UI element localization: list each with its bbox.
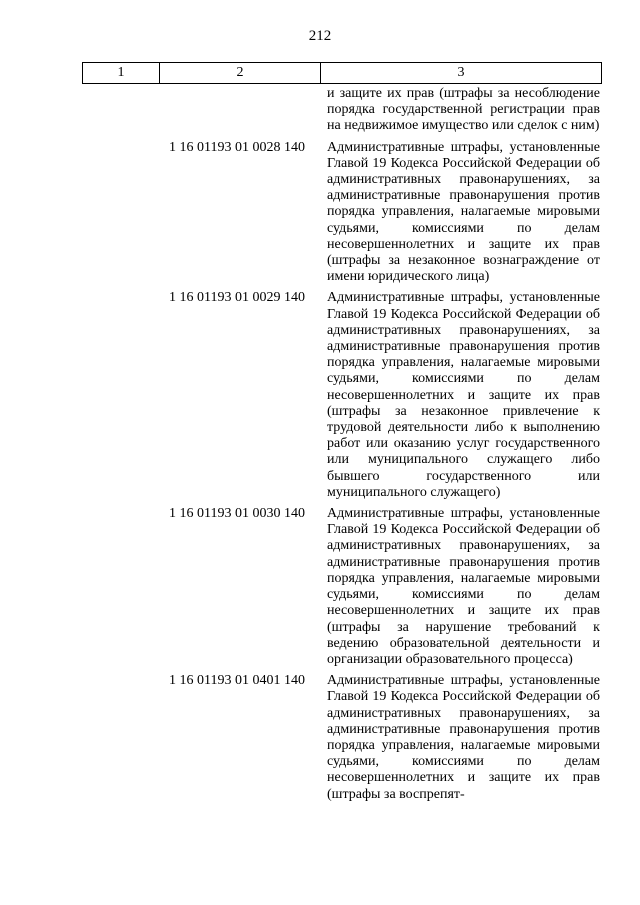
table-row — [82, 290, 600, 501]
row-description: Административные штрафы, установленные Главой 19 Кодекса Российской Федерации об административных правонарушениях, за административные правонарушения против порядка управления, налагаемые мировыми судьями, комиссиями по делам несовершеннолетних и защите их прав (штрафы за незаконное вознаграждение от имени юридического лица) — [327, 139, 600, 285]
row-description: и защите их прав (штрафы за несоблюдение порядка государственной регистрации прав на недвижимое имущество или сделок с ним) — [327, 86, 600, 134]
table-body — [82, 86, 600, 803]
row-description: Административные штрафы, установленные Главой 19 Кодекса Российской Федерации об административных правонарушениях, за административные правонарушения против порядка управления, налагаемые мировыми судьями, комиссиями по делам несовершеннолетних и защите их прав (штрафы за нарушение требований к ведению образовательной деятельности и организации образовательного процесса) — [327, 506, 600, 667]
row-code — [82, 86, 326, 135]
row-code: 1 16 01193 01 0028 140 — [169, 139, 305, 155]
table-row — [82, 506, 600, 668]
table-row — [82, 86, 600, 135]
page-number: 212 — [308, 28, 332, 44]
column-header-3: 3 — [321, 63, 602, 84]
table-row — [82, 140, 600, 286]
row-code: 1 16 01193 01 0401 140 — [169, 673, 305, 689]
row-code: 1 16 01193 01 0029 140 — [169, 290, 305, 306]
table-header — [82, 62, 602, 84]
row-code: 1 16 01193 01 0030 140 — [169, 506, 305, 522]
column-header-2: 2 — [160, 63, 321, 84]
table-header-row — [83, 63, 602, 84]
row-description: Административные штрафы, установленные Главой 19 Кодекса Российской Федерации об административных правонарушениях, за административные правонарушения против порядка управления, налагаемые мировыми судьями, комиссиями по делам несовершеннолетних и защите их прав (штрафы за воспрепят- — [327, 673, 600, 802]
table-row — [82, 673, 600, 803]
row-description: Административные штрафы, установленные Главой 19 Кодекса Российской Федерации об административных правонарушениях, за административные правонарушения против порядка управления, налагаемые мировыми судьями, комиссиями по делам несовершеннолетних и защите их прав (штрафы за незаконное привлечение к трудовой деятельности либо к выполнению работ или оказанию услуг государственного или муниципального служащего либо бывшего государственного или муниципального служащего) — [327, 290, 600, 500]
column-header-1: 1 — [83, 63, 160, 84]
